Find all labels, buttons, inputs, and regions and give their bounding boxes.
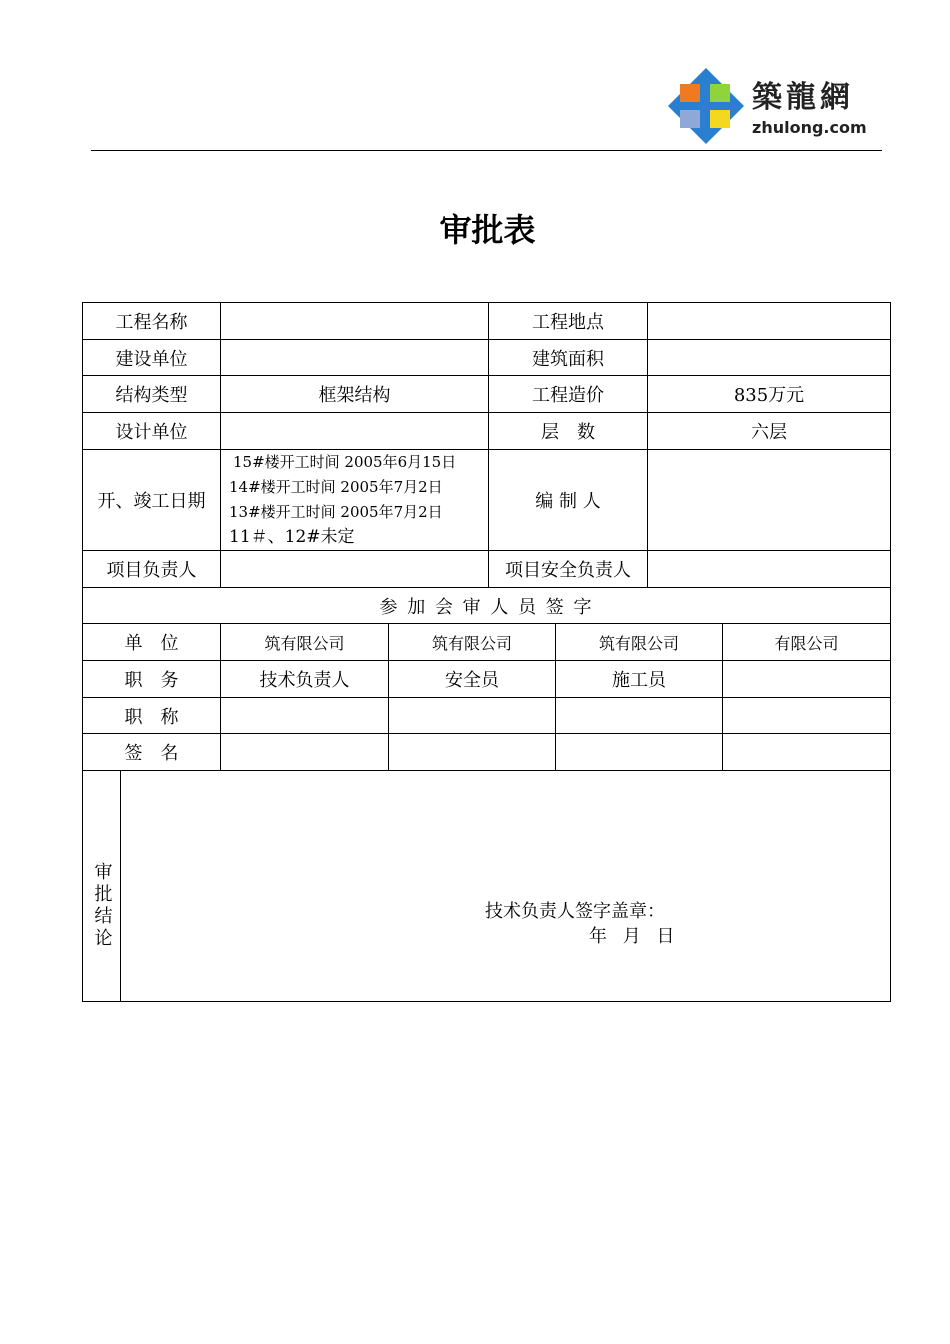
sign-cell[interactable] bbox=[556, 734, 723, 771]
unit-label: 单 位 bbox=[83, 624, 221, 661]
project-name-label: 工程名称 bbox=[83, 303, 221, 340]
sign-label: 签 名 bbox=[83, 734, 221, 771]
date-line: 11＃、12#未定 bbox=[229, 527, 355, 547]
duty-cell[interactable] bbox=[723, 661, 891, 698]
duty-label: 职 务 bbox=[83, 661, 221, 698]
area-value[interactable] bbox=[648, 340, 891, 376]
unit-cell[interactable]: 筑有限公司 bbox=[556, 624, 723, 661]
cost-label: 工程造价 bbox=[489, 376, 648, 413]
compiler-value[interactable] bbox=[648, 450, 891, 551]
builder-label: 建设单位 bbox=[83, 340, 221, 376]
dates-value[interactable] bbox=[221, 450, 489, 551]
conclusion-body[interactable] bbox=[121, 771, 890, 1001]
unit-cell[interactable]: 有限公司 bbox=[723, 624, 891, 661]
zhulong-logo bbox=[666, 66, 886, 146]
safety-value[interactable] bbox=[648, 551, 891, 588]
safety-label: 项目安全负责人 bbox=[489, 551, 648, 588]
date-label: 年 月 日 bbox=[589, 926, 675, 947]
unit-cell[interactable]: 筑有限公司 bbox=[221, 624, 389, 661]
rank-cell[interactable] bbox=[389, 698, 556, 734]
logo-name: 築龍網 bbox=[752, 80, 854, 115]
structure-label: 结构类型 bbox=[83, 376, 221, 413]
rank-cell[interactable] bbox=[221, 698, 389, 734]
conclusion-row bbox=[83, 771, 891, 1002]
floors-label: 层 数 bbox=[489, 413, 648, 450]
conclusion-label: 审批结论 bbox=[83, 771, 121, 1001]
logo-icon bbox=[666, 66, 746, 146]
project-name-value[interactable] bbox=[221, 303, 489, 340]
cost-value[interactable]: 835万元 bbox=[648, 376, 891, 413]
sign-cell[interactable] bbox=[221, 734, 389, 771]
date-line: 14#楼开工时间 2005年7月2日 bbox=[229, 478, 443, 496]
manager-value[interactable] bbox=[221, 551, 489, 588]
approval-table bbox=[82, 302, 891, 1002]
duty-cell[interactable]: 安全员 bbox=[389, 661, 556, 698]
date-line: 13#楼开工时间 2005年7月2日 bbox=[229, 503, 443, 521]
floors-value[interactable]: 六层 bbox=[648, 413, 891, 450]
sign-cell[interactable] bbox=[389, 734, 556, 771]
designer-label: 设计单位 bbox=[83, 413, 221, 450]
duty-cell[interactable]: 技术负责人 bbox=[221, 661, 389, 698]
designer-value[interactable] bbox=[221, 413, 489, 450]
rank-cell[interactable] bbox=[723, 698, 891, 734]
duty-cell[interactable]: 施工员 bbox=[556, 661, 723, 698]
sign-cell[interactable] bbox=[723, 734, 891, 771]
unit-cell[interactable]: 筑有限公司 bbox=[389, 624, 556, 661]
builder-value[interactable] bbox=[221, 340, 489, 376]
signoff-heading: 参 加 会 审 人 员 签 字 bbox=[83, 588, 891, 624]
dates-label: 开、竣工日期 bbox=[83, 450, 221, 551]
page-title: 审批表 bbox=[439, 211, 536, 249]
date-line: 15#楼开工时间 2005年6月15日 bbox=[233, 453, 457, 471]
location-label: 工程地点 bbox=[489, 303, 648, 340]
manager-label: 项目负责人 bbox=[83, 551, 221, 588]
header-rule bbox=[91, 150, 882, 151]
rank-cell[interactable] bbox=[556, 698, 723, 734]
location-value[interactable] bbox=[648, 303, 891, 340]
compiler-label: 编 制 人 bbox=[489, 450, 648, 551]
structure-value[interactable]: 框架结构 bbox=[221, 376, 489, 413]
rank-label: 职 称 bbox=[83, 698, 221, 734]
signature-label: 技术负责人签字盖章： bbox=[485, 901, 665, 922]
area-label: 建筑面积 bbox=[489, 340, 648, 376]
logo-url: zhulong.com bbox=[752, 118, 867, 137]
